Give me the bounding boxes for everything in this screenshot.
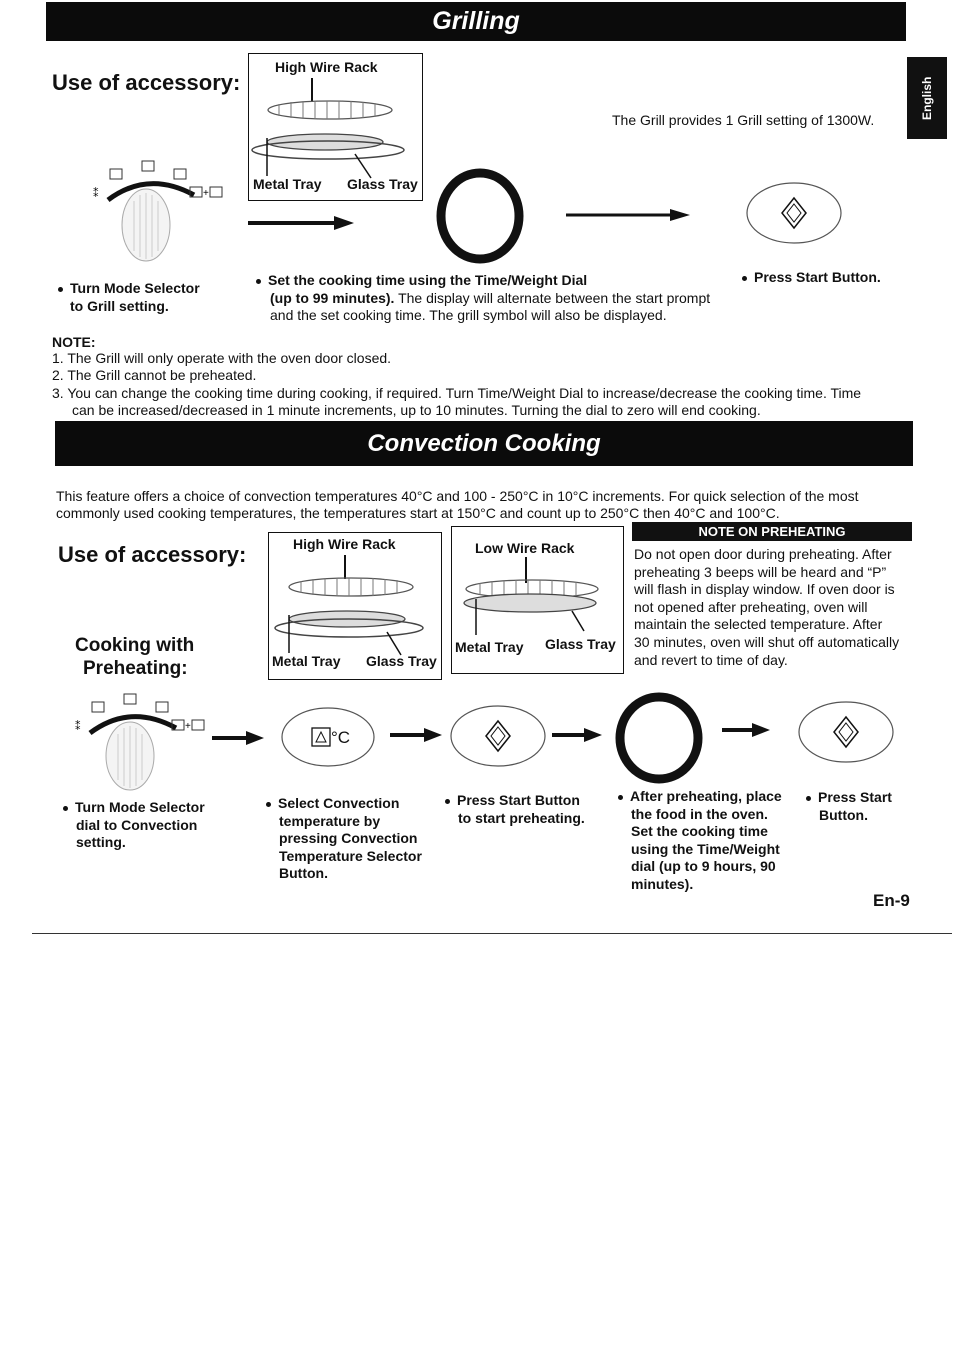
start-button-icon	[797, 700, 897, 764]
page-number: En-9	[873, 891, 910, 910]
convection-temp-button-outline	[280, 706, 376, 768]
note-line: 30 minutes, oven will shut off automatically	[634, 633, 900, 650]
note-on-preheating-title: NOTE ON PREHEATING	[698, 524, 846, 539]
convection-intro-line1: This feature offers a choice of convection temperatures 40°C and 100 - 250°C in 10°C increments. For quick selection of the most	[56, 488, 859, 504]
convection-step-2-line: Button.	[279, 865, 328, 881]
convection-use-of-accessory: Use of accessory:	[58, 542, 247, 567]
note-line: maintain the selected temperature. After	[634, 616, 883, 633]
grilling-rack-label: High Wire Rack	[275, 59, 378, 75]
language-tab-label: English	[920, 76, 934, 120]
time-weight-dial-icon	[434, 170, 529, 265]
note-line: preheating 3 beeps will be heard and “P”	[634, 563, 887, 580]
note-on-preheating-body	[634, 546, 914, 669]
svg-text:+: +	[203, 188, 209, 199]
svg-text:⁑: ⁑	[75, 720, 81, 733]
cooking-with-preheating-heading	[75, 634, 194, 680]
convection-step-1-line: setting.	[76, 834, 126, 850]
convection-step-4-line: using the Time/Weight	[631, 840, 780, 857]
start-button-icon	[745, 181, 845, 245]
arrow-icon	[722, 723, 778, 737]
arrow-icon	[552, 728, 608, 742]
convection-low-glass-tray-label: Glass Tray	[545, 636, 616, 652]
convection-low-metal-tray-label: Metal Tray	[455, 639, 524, 655]
grilling-use-of-accessory: Use of accessory:	[52, 70, 241, 95]
language-tab	[907, 57, 947, 139]
note-line: Do not open door during preheating. After	[634, 546, 892, 562]
convection-intro-line2: commonly used cooking temperatures, the temperatures start at 150°C and count up to 250°C then 40°C and 100°C.	[56, 505, 780, 521]
cooking-with-line2: Preheating:	[83, 658, 188, 679]
convection-step-1	[63, 799, 233, 852]
convection-step-2-line: Select Convection	[278, 795, 400, 811]
arrow-icon	[212, 731, 268, 745]
grilling-banner	[46, 2, 906, 41]
convection-step-1-line: Turn Mode Selector	[75, 799, 205, 815]
cooking-with-line1: Cooking with	[75, 635, 195, 656]
svg-text:+: +	[185, 721, 191, 732]
convection-step-3-line: to start preheating.	[458, 809, 585, 826]
convection-step-4-line: dial (up to 9 hours, 90	[631, 858, 776, 874]
arrow-icon	[566, 208, 696, 222]
convection-high-rack-box	[268, 532, 442, 680]
convection-step-3	[445, 792, 615, 827]
convection-step-4-line: After preheating, place	[630, 788, 782, 804]
convection-high-metal-tray-label: Metal Tray	[272, 653, 341, 669]
grilling-step-1	[58, 280, 238, 315]
convection-high-rack-label: High Wire Rack	[293, 536, 396, 552]
svg-text:⁑: ⁑	[93, 187, 99, 200]
grilling-accessory-box	[248, 53, 423, 201]
convection-step-4-line: Set the cooking time	[631, 823, 768, 839]
convection-step-2-line: temperature by	[279, 812, 381, 829]
grilling-step-1-line1: Turn Mode Selector	[70, 280, 200, 296]
grilling-step-2	[256, 272, 736, 325]
grilling-note-title: NOTE:	[52, 334, 96, 350]
grilling-glass-tray-label: Glass Tray	[347, 176, 418, 192]
convection-step-1-line: dial to Convection	[76, 816, 198, 833]
convection-step-2	[266, 795, 446, 883]
convection-step-4	[618, 788, 808, 893]
convection-title: Convection Cooking	[367, 430, 601, 457]
arrow-icon	[248, 216, 358, 230]
grilling-notes	[52, 350, 912, 419]
convection-step-3-line: Press Start Button	[457, 792, 580, 808]
convection-step-2-line: Temperature Selector	[279, 847, 422, 864]
note-on-preheating-header	[632, 522, 912, 541]
grilling-step-2-normal2: The display will alternate between the start prompt	[394, 289, 711, 306]
convection-step-5	[806, 789, 926, 824]
temp-unit-label: °C	[331, 728, 351, 747]
grilling-step-2-bold2: (up to 99 minutes).	[270, 289, 395, 306]
grilling-note-1: 1. The Grill will only operate with the oven door closed.	[52, 350, 392, 366]
convection-step-5-line: Press Start	[818, 789, 892, 805]
convection-low-rack-box	[451, 526, 624, 674]
convection-step-4-line: the food in the oven.	[631, 805, 768, 822]
arrow-icon	[390, 728, 446, 742]
grilling-step-2-line1: Set the cooking time using the Time/Weight Dial	[268, 272, 588, 288]
grilling-step-3-line1: Press Start Button.	[754, 269, 881, 285]
convection-low-rack-label: Low Wire Rack	[475, 540, 575, 556]
grill-setting-text: The Grill provides 1 Grill setting of 1300W.	[612, 112, 875, 128]
grilling-step-3	[742, 269, 881, 287]
grilling-note-2: 2. The Grill cannot be preheated.	[52, 367, 257, 383]
grilling-title: Grilling	[432, 7, 520, 35]
grilling-metal-tray-label: Metal Tray	[253, 176, 322, 192]
grilling-note-3: 3. You can change the cooking time during cooking, if required. Turn Time/Weight Dial to increase/decrease the cooking time. Time	[52, 385, 862, 401]
grilling-step-2-line3: and the set cooking time. The grill symbol will also be displayed.	[270, 307, 667, 323]
note-line: and revert to time of day.	[634, 651, 788, 668]
convection-banner	[55, 421, 913, 466]
convection-high-glass-tray-label: Glass Tray	[366, 653, 437, 669]
note-line: will flash in display window. If oven door is	[634, 581, 895, 598]
convection-step-2-line: pressing Convection	[279, 830, 418, 846]
note-line: not opened after preheating, oven will	[634, 598, 868, 615]
convection-step-5-line: Button.	[819, 806, 868, 823]
grilling-step-1-line2: to Grill setting.	[70, 297, 169, 314]
convection-intro	[56, 488, 916, 522]
convection-mode-dial-icon	[74, 688, 234, 798]
page-bottom-rule	[32, 933, 952, 934]
time-weight-dial-icon	[612, 692, 708, 784]
convection-step-4-line: minutes).	[631, 875, 694, 892]
convection-temp-button	[280, 706, 376, 768]
start-button-icon	[449, 704, 549, 768]
grilling-mode-dial-icon	[90, 155, 250, 265]
grilling-note-3-cont: can be increased/decreased in 1 minute increments, up to 10 minutes. Turning the dial to zero will end cooking.	[72, 402, 761, 418]
